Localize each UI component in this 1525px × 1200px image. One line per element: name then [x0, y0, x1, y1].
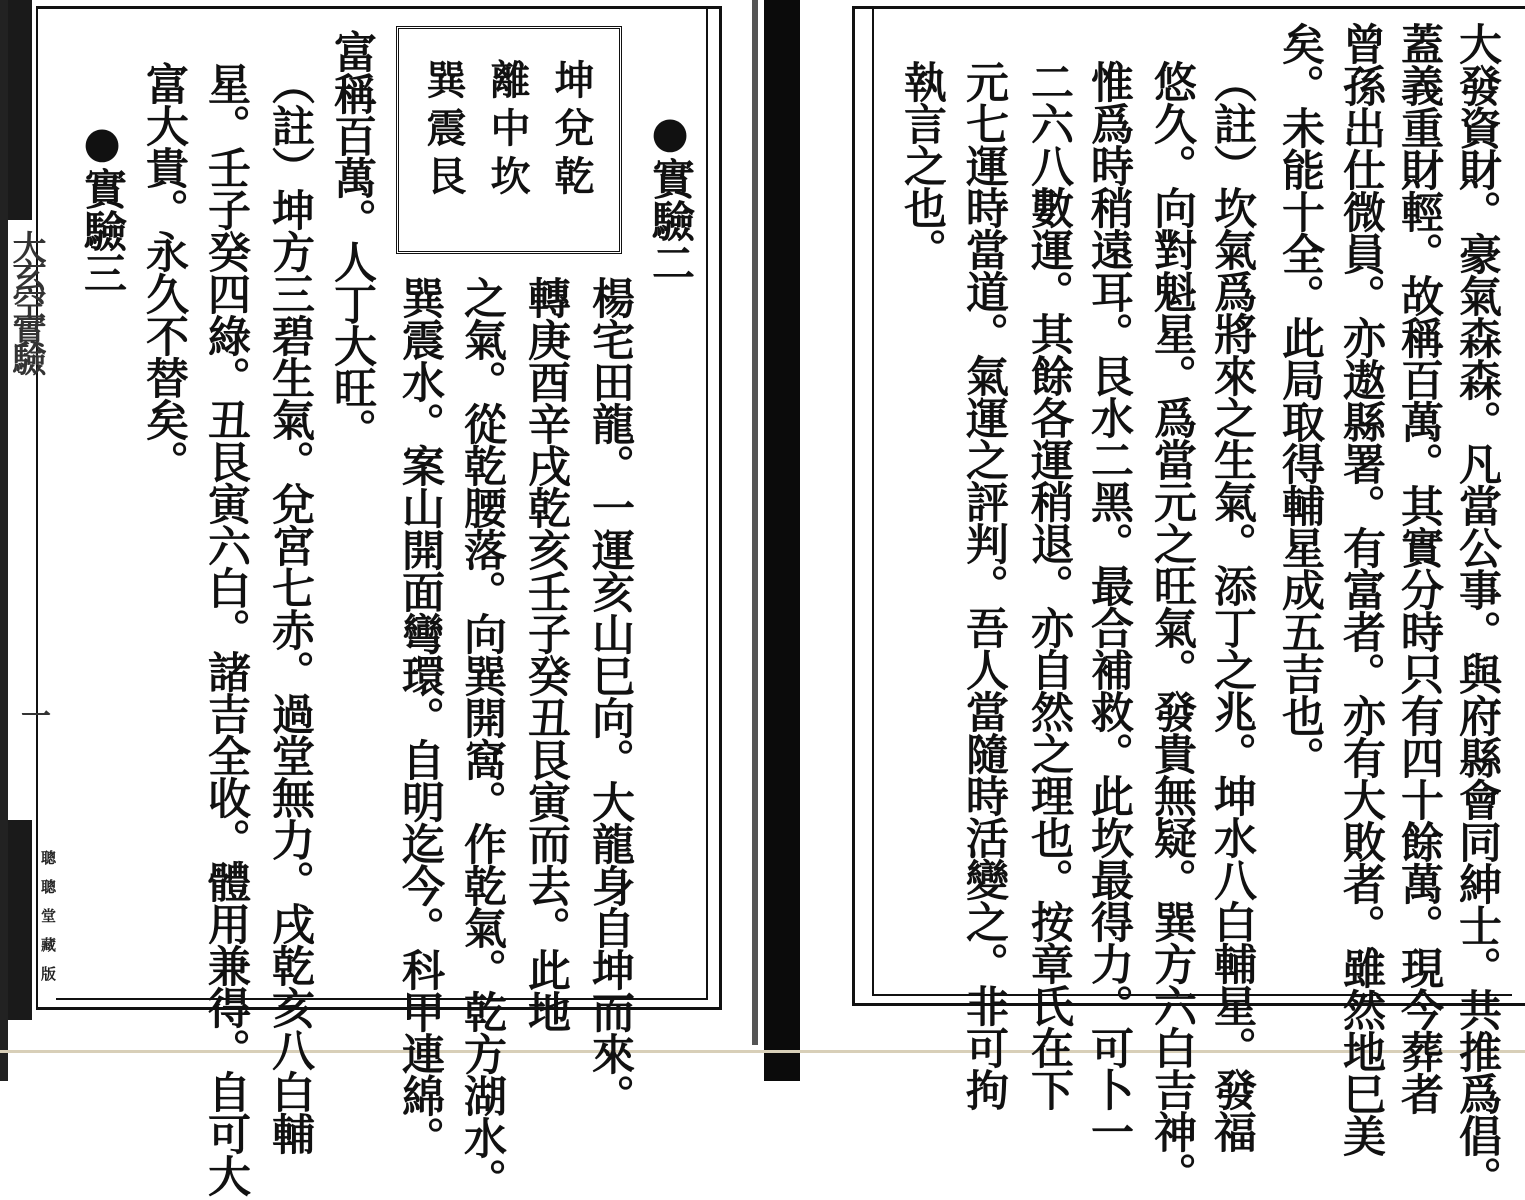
heading-experiment-2: ●實驗二: [645, 108, 695, 283]
right-col-3: 曾孫出仕微員。亦遨縣署。有富者。亦有大敗者。雖然地巳美: [1336, 22, 1386, 1156]
left-page-edge: [0, 0, 8, 1081]
spine-bar-top: [8, 0, 32, 220]
note-col-1: （註）坤方三碧生氣。兌宮七赤。過堂無力。戌乾亥八白輔: [265, 62, 315, 1154]
summary-line: 富稱百萬。人丁大旺。: [327, 30, 377, 450]
right-col-9: 元七運時當道。氣運之評判。吾人當隨時活變之。非可拘: [959, 60, 1009, 1110]
right-col-1: 大發資財。豪氣森森。凡當公事。與府縣會同紳士。共推爲倡。: [1452, 22, 1502, 1198]
center-gutter-left: [752, 0, 758, 1045]
right-col-4: 矣。未能十全。此局取得輔星成五吉也。: [1275, 22, 1325, 778]
right-col-7: 惟爲時稍遠耳。艮水二黑。最合補救。此坎最得力。可卜一: [1084, 60, 1134, 1152]
right-col-8: 二六八數運。其餘各運稍退。亦自然之理也。按章氏在下: [1024, 60, 1074, 1110]
heading-experiment-3: ●實驗三: [77, 118, 127, 293]
right-col-2: 蓋義重財輕。故稱百萬。其實分時只有四十餘萬。現今葬者: [1394, 22, 1444, 1114]
trigram-row-2: 離中坎: [484, 59, 531, 203]
trigram-row-1: 坤兌乾: [548, 59, 595, 203]
note-col-2: 星。壬子癸四綠。丑艮寅六白。諸吉全收。體用兼得。自可大: [201, 62, 251, 1196]
spine-title: 大玄空實驗: [6, 230, 46, 370]
left-col-1: 楊宅田龍。一運亥山巳向。大龍身自坤而來。: [585, 276, 635, 1116]
center-gutter: [764, 0, 800, 1081]
right-col-10: 執言之也。: [897, 60, 947, 270]
trigram-diagram: [396, 26, 622, 254]
right-col-5: （註）坎氣爲將來之生氣。添丁之兆。坤水八白輔星。發福: [1207, 60, 1257, 1152]
left-col-4: 巽震水。案山開面彎環。自明迄今。科甲連綿。: [395, 276, 445, 1158]
spine-page-mark: 一: [15, 700, 50, 724]
spine-bar-bottom: [8, 820, 32, 1020]
spine-publisher: 聰聰堂藏版: [39, 850, 57, 995]
right-col-6: 悠久。向對魁星。爲當元之旺氣。發貴無疑。巽方六白吉神。: [1147, 60, 1197, 1194]
note-col-3: 富大貴。永久不替矣。: [139, 62, 189, 482]
left-col-3: 之氣。從乾腰落。向巽開窩。作乾氣。乾方湖水。: [457, 276, 507, 1200]
trigram-row-3: 巽震艮: [420, 59, 467, 203]
left-col-2: 轉庚酉辛戌乾亥壬子癸丑艮寅而去。此地: [521, 276, 571, 1032]
